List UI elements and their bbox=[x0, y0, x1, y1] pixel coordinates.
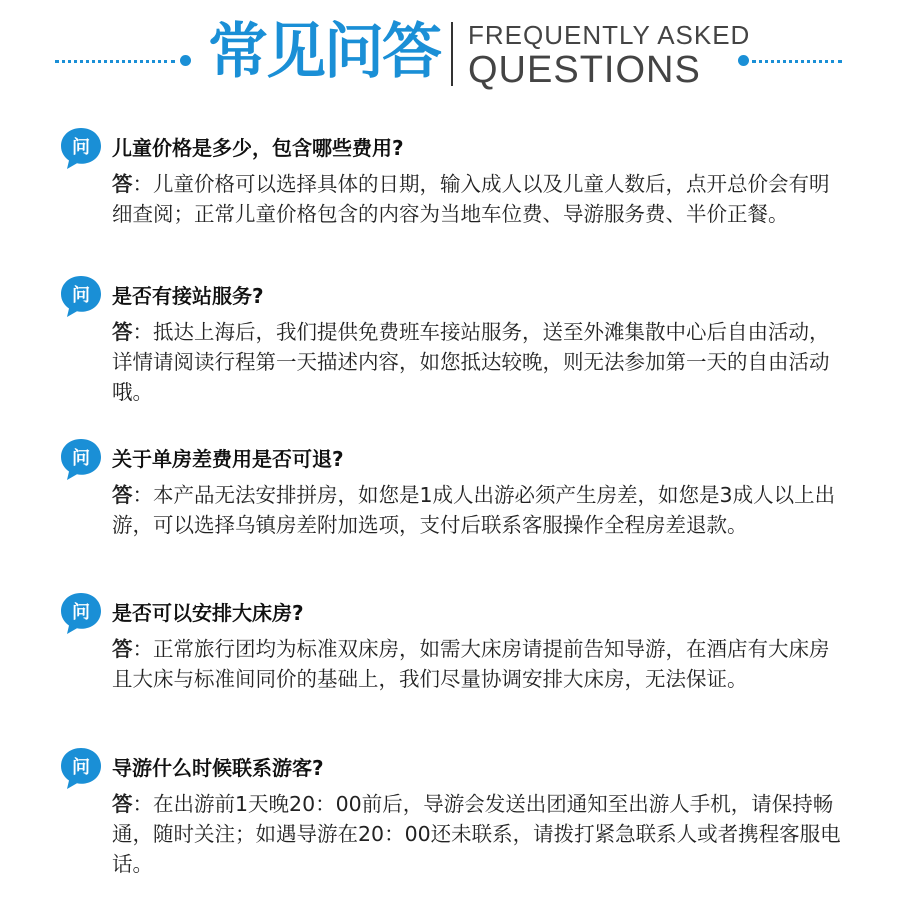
answer-label: 答 bbox=[112, 792, 133, 816]
question-bubble-icon bbox=[58, 273, 104, 319]
dot-marker-left bbox=[180, 55, 191, 66]
answer-label: 答 bbox=[112, 637, 133, 661]
answer-text: ：抵达上海后，我们提供免费班车接站服务，送至外滩集散中心后自由活动，详情请阅读行程第一天描述内容，如您抵达较晚，则无法参加第一天的自由活动哦。 bbox=[112, 320, 830, 404]
faq-answer bbox=[112, 317, 847, 407]
svg-text:问: 问 bbox=[72, 285, 90, 306]
faq-question: 儿童价格是多少，包含哪些费用? bbox=[112, 136, 404, 160]
answer-label: 答 bbox=[112, 483, 133, 507]
question-bubble-icon bbox=[58, 125, 104, 171]
question-bubble-icon bbox=[58, 590, 104, 636]
svg-text:问: 问 bbox=[72, 448, 90, 469]
dotted-divider-left bbox=[55, 60, 175, 63]
question-bubble-icon bbox=[58, 745, 104, 791]
svg-text:问: 问 bbox=[72, 757, 90, 778]
faq-answer bbox=[112, 789, 847, 879]
title-separator bbox=[451, 22, 453, 86]
answer-text: ：在出游前1天晚20：00前后，导游会发送出团通知至出游人手机，请保持畅通，随时关注；如遇导游在20：00还未联系，请拨打紧急联系人或者携程客服电话。 bbox=[112, 792, 841, 876]
page-header bbox=[0, 0, 900, 110]
faq-answer bbox=[112, 634, 847, 694]
answer-text: ：本产品无法安排拼房，如您是1成人出游必须产生房差，如您是3成人以上出游，可以选择乌镇房差附加选项，支付后联系客服操作全程房差退款。 bbox=[112, 483, 836, 537]
faq-question: 关于单房差费用是否可退? bbox=[112, 447, 344, 471]
dotted-divider-right bbox=[752, 60, 842, 63]
faq-answer bbox=[112, 169, 847, 229]
svg-text:问: 问 bbox=[72, 137, 90, 158]
answer-label: 答 bbox=[112, 172, 133, 196]
page-title-en-line2: QUESTIONS bbox=[468, 49, 701, 91]
answer-text: ：儿童价格可以选择具体的日期，输入成人以及儿童人数后，点开总价会有明细查阅；正常儿童价格包含的内容为当地车位费、导游服务费、半价正餐。 bbox=[112, 172, 830, 226]
faq-answer bbox=[112, 480, 847, 540]
faq-question: 是否可以安排大床房? bbox=[112, 601, 304, 625]
faq-question: 导游什么时候联系游客? bbox=[112, 756, 324, 780]
faq-question: 是否有接站服务? bbox=[112, 284, 264, 308]
svg-text:问: 问 bbox=[72, 602, 90, 623]
page-title-cn: 常见问答 bbox=[208, 17, 440, 87]
dot-marker-right bbox=[738, 55, 749, 66]
answer-text: ：正常旅行团均为标准双床房，如需大床房请提前告知导游，在酒店有大床房且大床与标准间同价的基础上，我们尽量协调安排大床房，无法保证。 bbox=[112, 637, 830, 691]
answer-label: 答 bbox=[112, 320, 133, 344]
question-bubble-icon bbox=[58, 436, 104, 482]
page-title-en-line1: FREQUENTLY ASKED bbox=[468, 20, 751, 50]
